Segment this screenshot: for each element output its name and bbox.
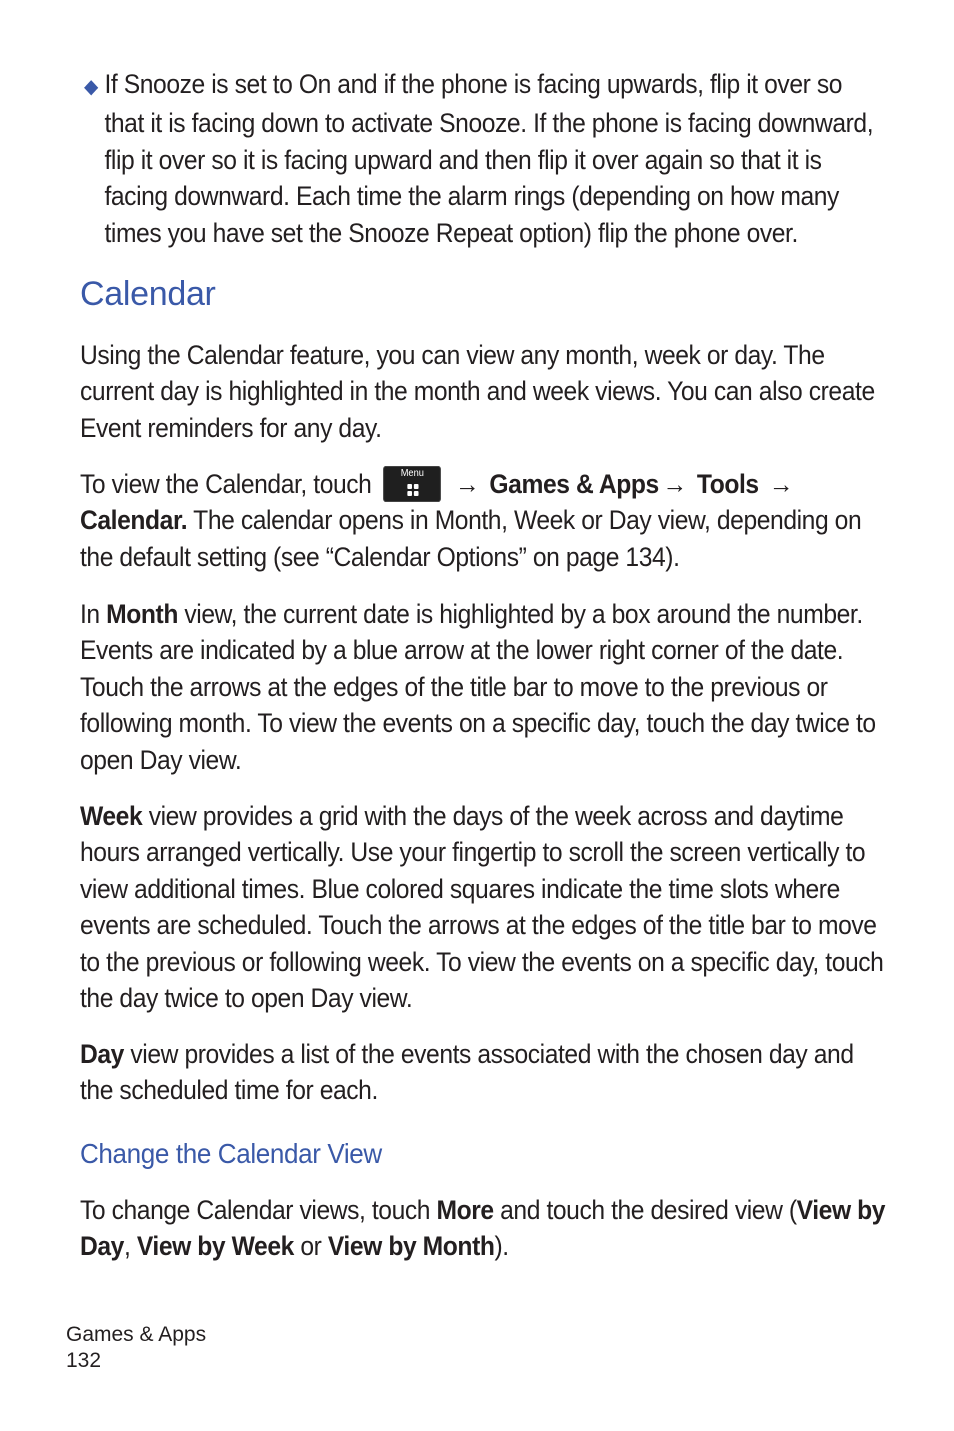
menu-key-icon: [383, 466, 441, 502]
day-view-paragraph: [80, 1036, 948, 1109]
day-term: Day: [80, 1039, 124, 1069]
grid-icon: [408, 484, 419, 496]
week-view-text: view provides a grid with the days of the week across and daytime hours arranged vertically. Use your fingertip to scroll the screen vertically to view additional times. Blue colored squares indicate the time slots where events are scheduled. Touch the arrows at the edges of the title bar to move to the previous or following week. To view the events on a specific day, touch the day twice to open Day view.: [80, 801, 884, 1014]
section-heading: Calendar: [80, 275, 216, 313]
arrow-icon: →: [662, 469, 687, 499]
change-view-sep1: ,: [123, 1231, 137, 1262]
view-by-day-term: View by Day: [80, 1195, 886, 1262]
page-number: 132: [66, 1349, 102, 1372]
intro-paragraph: [80, 337, 948, 446]
change-view-mid: and touch the desired view (: [493, 1195, 797, 1225]
change-view-sep2: or: [293, 1231, 328, 1262]
month-view-paragraph: [80, 596, 948, 778]
day-view-text: view provides a list of the events associated with the chosen day and the scheduled time for each.: [80, 1039, 854, 1106]
week-term: Week: [80, 801, 143, 831]
menu-key-label: Menu: [400, 468, 424, 479]
more-term: More: [436, 1195, 494, 1225]
arrow-icon: →: [455, 469, 480, 499]
snooze-bullet-item: [84, 66, 946, 251]
snooze-bullet-text: If Snooze is set to On and if the phone is facing upwards, flip it over so that it is facing down to activate Snooze. If the phone is facing downward, flip it over so it is facing upward and then flip it over again so that it is facing downward. Each time the alarm rings (depending on how many times you have set the Snooze Repeat option) flip the phone over.: [104, 69, 874, 248]
subsection-heading: Change the Calendar View: [80, 1138, 382, 1169]
view-calendar-paragraph: [80, 466, 948, 575]
change-view-pre: To change Calendar views, touch: [80, 1195, 437, 1225]
view-by-month-term: View by Month: [327, 1231, 495, 1262]
diamond-bullet-icon: ◆: [84, 76, 98, 98]
month-term: Month: [106, 599, 178, 629]
arrow-icon: →: [768, 469, 794, 499]
week-view-paragraph: [80, 798, 948, 1016]
view-calendar-suffix: The calendar opens in Month, Week or Day view, depending on the default setting (see “Calendar Options” on page 134).: [80, 505, 862, 572]
change-view-paragraph: [80, 1192, 948, 1265]
view-calendar-prefix: To view the Calendar, touch: [80, 469, 372, 499]
path-calendar: Calendar.: [80, 505, 188, 536]
month-view-text: view, the current date is highlighted by a box around the number. Events are indicated by a blue arrow at the lower right corner of the date. Touch the arrows at the edges of the title bar to move to the previous or following month. To view the events on a specific day, touch the day twice to open Day view.: [80, 599, 876, 775]
path-games-apps: Games & Apps: [489, 469, 659, 499]
month-view-pre: In: [80, 599, 107, 629]
intro-text: Using the Calendar feature, you can view any month, week or day. The current day is highlighted in the month and week views. You can also create Event reminders for any day.: [80, 340, 875, 443]
change-view-end: ).: [494, 1231, 509, 1262]
view-by-week-term: View by Week: [136, 1231, 294, 1262]
path-tools: Tools: [696, 469, 759, 499]
page-footer: [66, 1322, 206, 1374]
footer-section-name: Games & Apps: [66, 1323, 207, 1346]
